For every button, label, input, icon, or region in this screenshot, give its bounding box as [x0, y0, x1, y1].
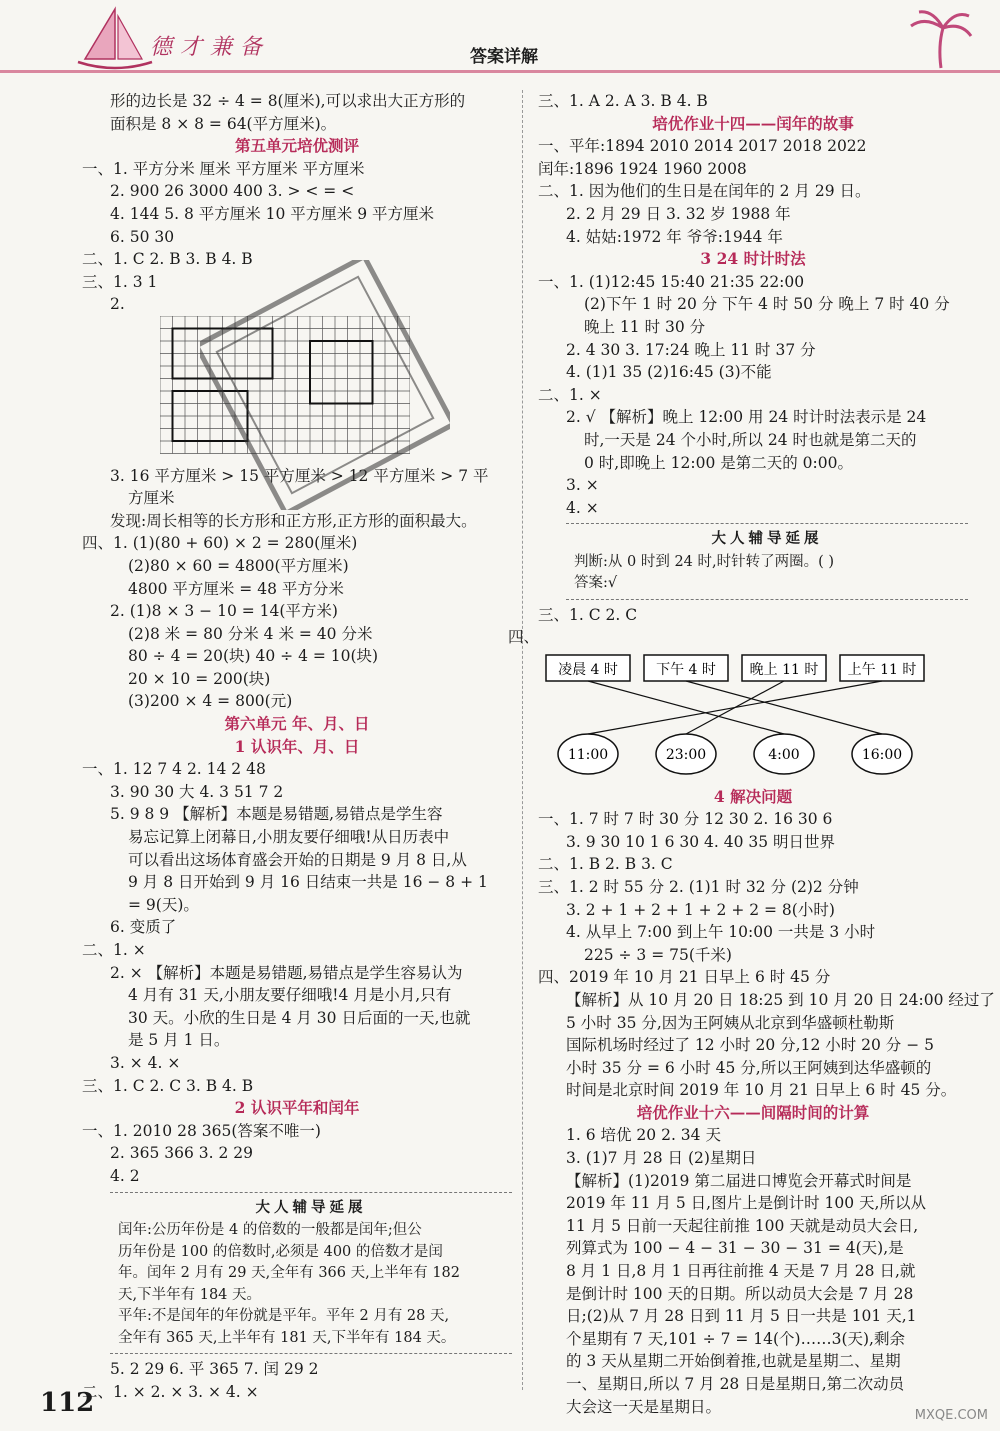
- answer-line: 一、1. (1)12:45 15:40 21:35 22:00: [538, 272, 805, 291]
- column-divider: [522, 90, 523, 1390]
- section-heading: 培优作业十六——间隔时间的计算: [636, 1102, 870, 1122]
- answer-line: 列算式为 100 − 4 − 31 − 30 − 31 = 4(天),是: [566, 1239, 904, 1258]
- answer-line: 【解析】(1)2019 第二届进口博览会开幕式时间是: [566, 1171, 912, 1190]
- answer-line: (3)200 × 4 = 800(元): [128, 692, 293, 711]
- answer-line: 2. 365 366 3. 2 29: [110, 1144, 253, 1163]
- section-heading: 第六单元 年、月、日: [224, 714, 370, 734]
- answer-line: (2)80 × 60 = 4800(平方厘米): [128, 556, 349, 575]
- time-card: [742, 655, 826, 681]
- answer-line: 小时 35 分 = 6 小时 45 分,所以王阿姨到达华盛顿的: [566, 1058, 932, 1077]
- answer-line: 日;(2)从 7 月 28 日到 11 月 5 日一共是 101 天,1: [566, 1307, 917, 1326]
- match-line: [686, 681, 882, 734]
- answer-line: 0 时,即晚上 12:00 是第二天的 0:00。: [584, 453, 853, 472]
- answer-line: 一、1. 平方分米 厘米 平方厘米 平方厘米: [82, 159, 365, 178]
- matching-diagram: [538, 649, 938, 779]
- answer-line: 225 ÷ 3 = 75(千米): [584, 945, 732, 964]
- sailboat-logo-icon: [70, 4, 160, 74]
- time-card: [546, 655, 630, 681]
- time-card-label: 晚上 11 时: [749, 661, 819, 678]
- grid-question-label: 2.: [110, 295, 125, 314]
- answer-line: = 9(天)。: [128, 895, 199, 914]
- tip-line: 闰年:公历年份是 4 的倍数的一般都是闰年;但公: [118, 1222, 422, 1239]
- answer-line: 3. 9 30 10 1 6 30 4. 40 35 明日世界: [566, 832, 836, 851]
- answer-line: 5. 2 29 6. 平 365 7. 闰 29 2: [110, 1360, 319, 1379]
- clock-time: 11:00: [567, 746, 609, 763]
- answer-line: 2. √ 【解析】晚上 12:00 用 24 时计时法表示是 24: [566, 408, 927, 427]
- tip-line: 全年有 365 天,上半年有 181 天,下半年有 184 天。: [118, 1329, 456, 1346]
- answer-line: 4 月有 31 天,小朋友要仔细哦!4 月是小月,只有: [128, 986, 452, 1005]
- tip-line: 历年份是 100 的倍数时,必须是 400 的倍数才是闰: [118, 1243, 443, 1260]
- answer-line: 4. 姑姑:1972 年 爷爷:1944 年: [566, 227, 783, 246]
- match-line: [588, 681, 882, 734]
- page-title: 答案详解: [470, 47, 538, 67]
- answer-line: 个星期有 7 天,101 ÷ 7 = 14(个)……3(天),剩余: [566, 1329, 905, 1348]
- answer-line: 30 天。小欣的生日是 4 月 30 日后面的一天,也就: [128, 1008, 471, 1027]
- answer-line: 二、1. × 2. × 3. × 4. ×: [82, 1382, 259, 1401]
- answer-line: 2. × 【解析】本题是易错题,易错点是学生容易认为: [110, 963, 463, 982]
- answer-line: (2)下午 1 时 20 分 下午 4 时 50 分 晚上 7 时 40 分: [584, 295, 950, 314]
- answer-line: 是 5 月 1 日。: [128, 1031, 230, 1050]
- clock-time: 23:00: [665, 746, 707, 763]
- matching-figure: [508, 626, 968, 785]
- time-card-label: 上午 11 时: [847, 661, 917, 678]
- answer-line: 晚上 11 时 30 分: [584, 317, 706, 336]
- palm-tree-icon: [905, 6, 975, 70]
- header-rule: [0, 70, 1000, 73]
- answer-line: 2. 900 26 3000 400 3. > < = <: [110, 182, 355, 201]
- site-watermark: MXQE.COM: [914, 1408, 988, 1423]
- answer-line: 三、1. A 2. A 3. B 4. B: [538, 92, 708, 110]
- section-heading: 第五单元培优测评: [234, 136, 359, 156]
- answer-line: 二、1. C 2. B 3. B 4. B: [82, 250, 253, 269]
- answer-line: 2. 4 30 3. 17:24 晚上 11 时 37 分: [566, 340, 816, 359]
- tip-box-title: 大人辅导延展: [255, 1198, 367, 1216]
- answer-line: 发现:周长相等的长方形和正方形,正方形的面积最大。: [110, 511, 477, 530]
- answer-line: 20 × 10 = 200(块): [128, 669, 271, 688]
- matching-label: 四、: [508, 628, 540, 647]
- answer-line: 形的边长是 32 ÷ 4 = 8(厘米),可以求出大正方形的: [110, 92, 466, 110]
- answer-line: 易忘记算上闭幕日,小朋友要仔细哦!从日历表中: [128, 828, 450, 847]
- answer-line: 4. ×: [566, 498, 599, 517]
- answer-line: 5 小时 35 分,因为王阿姨从北京到华盛顿杜勒斯: [566, 1013, 895, 1032]
- answer-line: 1. 6 培优 20 2. 34 天: [566, 1126, 721, 1145]
- brand-name: 德才兼备: [150, 35, 271, 60]
- answer-line: 的 3 天从星期二开始倒着推,也就是星期二、星期: [566, 1352, 901, 1371]
- answer-line: 80 ÷ 4 = 20(块) 40 ÷ 4 = 10(块): [128, 647, 379, 666]
- answer-line: 二、1. ×: [82, 941, 146, 959]
- answer-line: 11 月 5 日前一天起往前推 100 天就是动员大会日,: [566, 1216, 919, 1235]
- clock-time: 16:00: [861, 746, 903, 763]
- answer-line: 闰年:1896 1924 1960 2008: [538, 159, 747, 178]
- answer-line: 一、1. 12 7 4 2. 14 2 48: [82, 760, 266, 779]
- clock-time: 4:00: [768, 746, 800, 763]
- page-number: 112: [40, 1388, 95, 1418]
- answer-line: 可以看出这场体育盛会开始的日期是 9 月 8 日,从: [128, 850, 467, 869]
- tip-box-title: 大人辅导延展: [711, 530, 823, 548]
- answer-line: 一、星期日,所以 7 月 28 日是星期日,第二次动员: [566, 1375, 905, 1393]
- answer-line: 6. 50 30: [110, 227, 175, 246]
- answer-line: 三、1. 2 时 55 分 2. (1)1 时 32 分 (2)2 分钟: [538, 877, 859, 896]
- answer-line: 时间是北京时间 2019 年 10 月 21 日早上 6 时 45 分。: [566, 1081, 957, 1100]
- answer-line: 3. × 4. ×: [110, 1053, 181, 1072]
- answer-line: 时,一天是 24 个小时,所以 24 时也就是第二天的: [584, 430, 917, 449]
- answer-line: 二、1. 因为他们的生日是在闰年的 2 月 29 日。: [538, 182, 871, 201]
- answer-line: 4. 从早上 7:00 到上午 10:00 一共是 3 小时: [566, 923, 876, 942]
- publisher-stamp: [200, 260, 450, 510]
- section-heading: 3 24 时计时法: [700, 249, 806, 269]
- answer-line: 一、1. 2010 28 365(答案不唯一): [82, 1121, 321, 1140]
- answer-line: 4. (1)1 35 (2)16:45 (3)不能: [566, 363, 772, 382]
- time-card-label: 凌晨 4 时: [558, 661, 618, 678]
- answer-line: 二、1. ×: [538, 385, 602, 404]
- answer-line: 三、1. C 2. C 3. B 4. B: [82, 1076, 254, 1095]
- tip-line: 年。闰年 2 月有 29 天,全年有 366 天,上半年有 182: [118, 1265, 461, 1282]
- tip-line: 天,下半年有 184 天。: [118, 1286, 262, 1303]
- answer-line: 8 月 1 日,8 月 1 日再往前推 4 天是 7 月 28 日,就: [566, 1262, 916, 1281]
- answer-line: 大会这一天是星期日。: [566, 1397, 722, 1416]
- page-header: [0, 0, 1000, 80]
- answer-line: 三、1. 3 1: [82, 272, 158, 291]
- answer-line: 3. 2 + 1 + 2 + 1 + 2 + 2 = 8(小时): [566, 900, 835, 919]
- answer-line: 5. 9 8 9 【解析】本题是易错题,易错点是学生容: [110, 805, 443, 824]
- parent-tip-box: [110, 1192, 512, 1355]
- answer-line: 四、1. (1)(80 + 60) × 2 = 280(厘米): [82, 534, 358, 553]
- answer-line: 【解析】从 10 月 20 日 18:25 到 10 月 20 日 24:00 经过了: [566, 990, 995, 1009]
- answer-line: 国际机场时经过了 12 小时 20 分,12 小时 20 分 − 5: [566, 1036, 935, 1055]
- answer-line: 6. 变质了: [110, 918, 177, 937]
- answer-line: 三、1. C 2. C: [538, 605, 638, 624]
- parent-tip-box: [566, 523, 968, 600]
- time-card: [644, 655, 728, 681]
- answer-line: 2. 2 月 29 日 3. 32 岁 1988 年: [566, 204, 791, 223]
- answer-line: 4. 144 5. 8 平方厘米 10 平方厘米 9 平方厘米: [110, 204, 435, 223]
- time-card: [840, 655, 924, 681]
- answer-line: 一、平年:1894 2010 2014 2017 2018 2022: [538, 137, 867, 156]
- section-heading: 2 认识平年和闰年: [234, 1098, 360, 1118]
- answer-line: 是倒计时 100 天的日期。所以动员大会是 7 月 28: [566, 1284, 914, 1303]
- answer-line: 9 月 8 日开始到 9 月 16 日结束一共是 16 − 8 + 1: [128, 873, 488, 892]
- answer-line: 3. (1)7 月 28 日 (2)星期日: [566, 1149, 757, 1168]
- answer-line: 4800 平方厘米 = 48 平方分米: [128, 579, 344, 598]
- answer-line: 3. 16 平方厘米 > 15 平方厘米 > 12 平方厘米 > 7 平: [110, 466, 489, 485]
- answer-line: 3. ×: [566, 476, 599, 495]
- section-heading: 1 认识年、月、日: [234, 736, 360, 756]
- answer-line: 2. (1)8 × 3 − 10 = 14(平方米): [110, 602, 338, 621]
- answer-line: 3. 90 30 大 4. 3 51 7 2: [110, 782, 284, 801]
- tip-line: 判断:从 0 时到 24 时,时针转了两圈。( ): [574, 553, 835, 570]
- section-heading: 4 解决问题: [713, 786, 793, 806]
- tip-line: 平年:不是闰年的年份就是平年。平年 2 月有 28 天,: [118, 1308, 450, 1325]
- answer-line: 二、1. B 2. B 3. C: [538, 855, 673, 874]
- answer-line: 面积是 8 × 8 = 64(平方厘米)。: [110, 114, 337, 133]
- time-card-label: 下午 4 时: [656, 661, 716, 678]
- answer-line: 方厘米: [128, 489, 175, 508]
- answer-line: 2019 年 11 月 5 日,图片上是倒计时 100 天,所以从: [566, 1194, 926, 1213]
- answer-line: 四、2019 年 10 月 21 日早上 6 时 45 分: [538, 968, 831, 987]
- answer-line: 4. 2: [110, 1166, 140, 1185]
- answer-line: 一、1. 7 时 7 时 30 分 12 30 2. 16 30 6: [538, 810, 833, 829]
- match-line: [588, 681, 784, 734]
- answer-line: (2)8 米 = 80 分米 4 米 = 40 分米: [128, 624, 373, 643]
- tip-line: 答案:√: [574, 575, 618, 592]
- section-heading: 培优作业十四——闰年的故事: [652, 113, 854, 133]
